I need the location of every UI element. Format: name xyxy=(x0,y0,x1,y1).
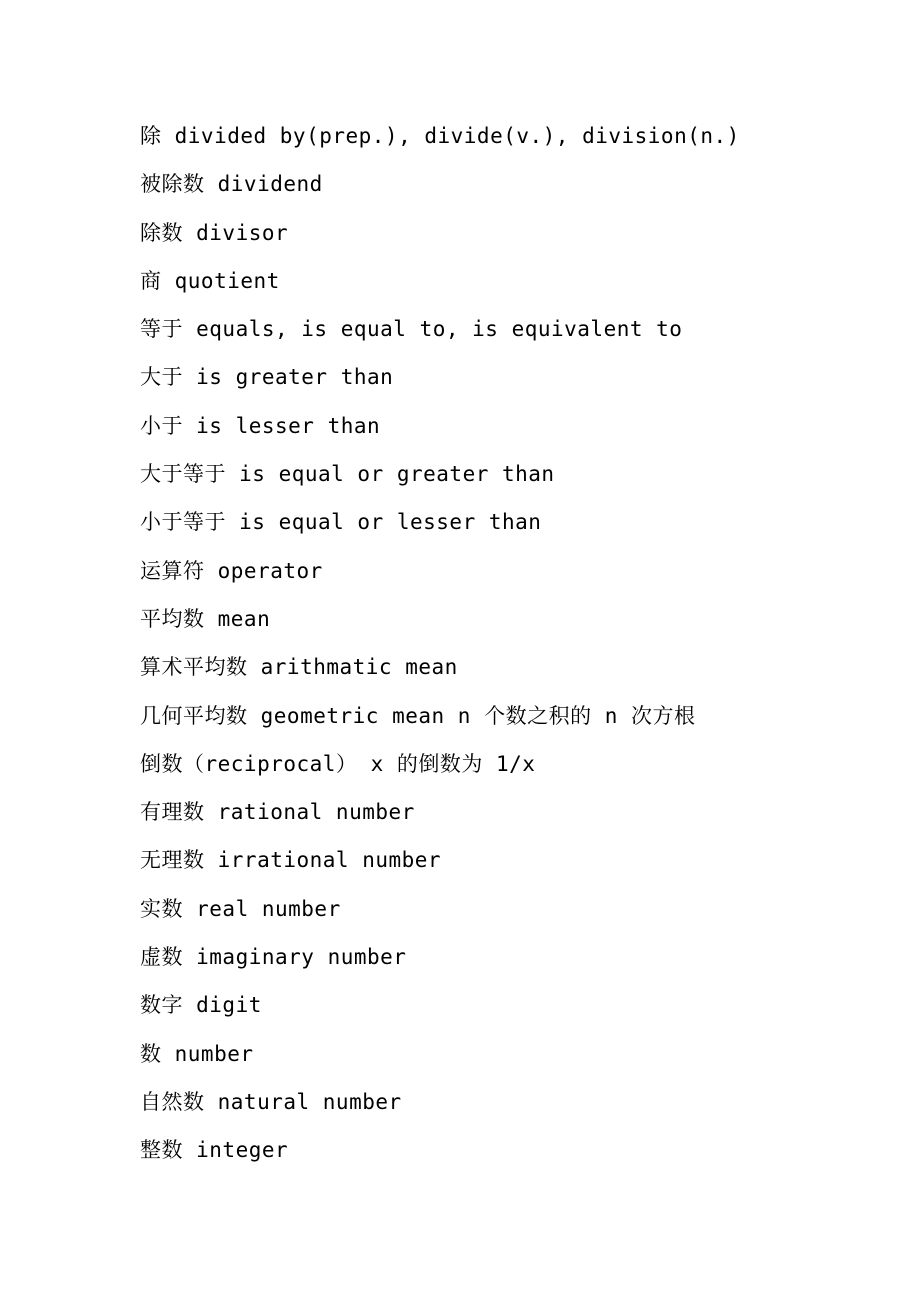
vocabulary-list xyxy=(140,118,740,1181)
vocab-line: 运算符 operator xyxy=(140,558,323,583)
vocab-line: 无理数 irrational number xyxy=(140,848,442,873)
vocab-line: 大于 is greater than xyxy=(140,365,394,390)
vocab-line: 等于 equals, is equal to, is equivalent to xyxy=(140,317,683,342)
vocab-line: 虚数 imaginary number xyxy=(140,945,407,970)
vocab-line: 小于 is lesser than xyxy=(140,413,381,438)
vocab-line: 算术平均数 arithmatic mean xyxy=(140,655,458,680)
vocab-line: 有理数 rational number xyxy=(140,800,415,825)
vocab-line: 小于等于 is equal or lesser than xyxy=(140,510,542,535)
vocab-line: 平均数 mean xyxy=(140,606,271,631)
vocab-line: 自然数 natural number xyxy=(140,1089,402,1114)
vocab-line: 倒数（reciprocal） x 的倒数为 1/x xyxy=(140,751,536,776)
vocab-line: 数字 digit xyxy=(140,993,262,1018)
vocab-line: 被除数 dividend xyxy=(140,172,323,197)
vocab-line: 商 quotient xyxy=(140,268,280,293)
vocab-line: 除数 divisor xyxy=(140,220,289,245)
vocab-line: 除 divided by(prep.), divide(v.), division(n.) xyxy=(140,124,740,148)
vocab-line: 数 number xyxy=(140,1041,254,1066)
vocab-line: 大于等于 is equal or greater than xyxy=(140,462,555,487)
vocab-line: 整数 integer xyxy=(140,1138,289,1163)
vocab-line: 几何平均数 geometric mean n 个数之积的 n 次方根 xyxy=(140,703,696,728)
vocab-line: 实数 real number xyxy=(140,896,341,921)
